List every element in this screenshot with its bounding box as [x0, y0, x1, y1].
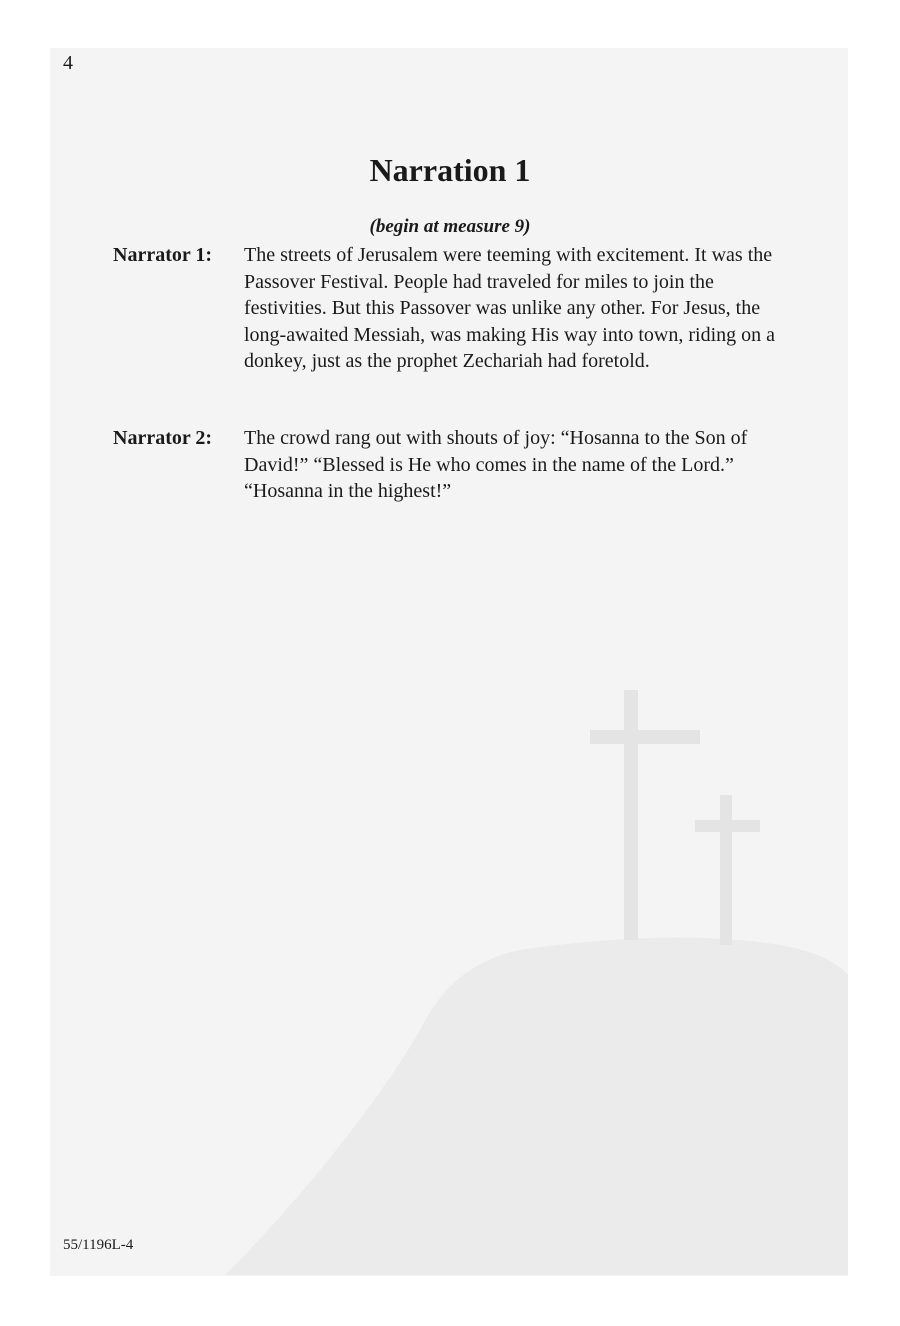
narration-text: The streets of Jerusalem were teeming with excitement. It was the Passover Festival. People had traveled for miles to join the festivities. But this Passover was unlike any other. For Jesus, the long-awaited Messiah, was making His way into town, riding on a donkey, just as the prophet Zechariah had foretold.	[244, 244, 776, 372]
speaker-label: Narrator 1:	[113, 244, 213, 266]
cross-small-icon	[695, 795, 760, 945]
hill-shape	[225, 938, 848, 1275]
narration-text: The crowd rang out with shouts of joy: “Hosanna to the Son of David!” “Blessed is He who comes in the name of the Lord.” “Hosanna in the highest!”	[244, 427, 748, 502]
page-title: Narration 1	[369, 152, 531, 188]
page-number: 4	[63, 52, 73, 74]
performance-instruction: (begin at measure 9)	[369, 216, 531, 237]
catalog-number: 55/1196L-4	[63, 1237, 134, 1253]
speaker-label: Narrator 2:	[113, 427, 213, 449]
cross-large-icon	[590, 690, 700, 940]
